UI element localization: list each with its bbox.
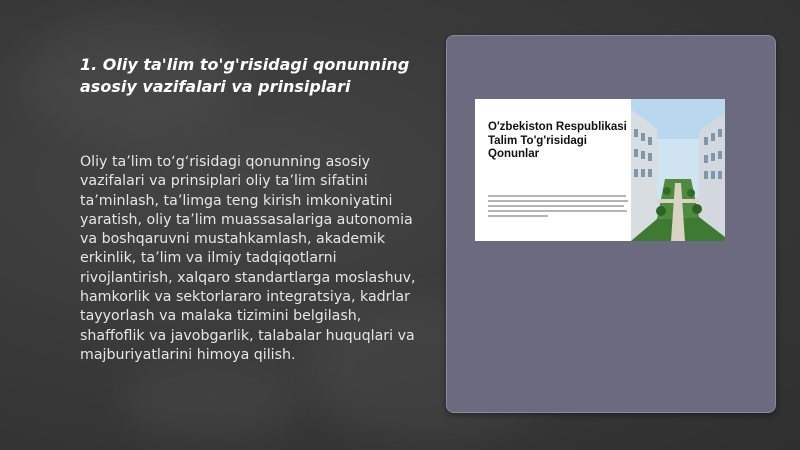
document-thumbnail[interactable] bbox=[475, 99, 725, 241]
thumbnail-title: O'zbekiston Respublikasi Talim To'g'risidagi Qonunlar bbox=[488, 121, 627, 160]
thumbnail-text-lines bbox=[488, 195, 628, 220]
campus-photo bbox=[631, 99, 725, 241]
slide-body-text: Oliy ta’lim to‘g‘risidagi qonunning asosiy vazifalari va prinsiplari oliy ta’lim sifatini ta’minlash, ta’limga teng kirish imkoniyatini yaratish, oliy ta’lim muassasalariga autonomia va boshqaruvni mustahkamlash, akademik erkinlik, ta’lim va ilmiy tadqiqotlarni rivojlantirish, xalqaro standartlarga moslashuv, hamkorlik va sektorlararo integratsiya, kadrlar tayyorlash va malaka tizimini belgilash, shaffoflik va javobgarlik, talabalar huquqlari va majburiyatlarini himoya qilish. bbox=[80, 154, 416, 363]
slide-title: 1. Oliy ta'lim to'g'risidagi qonunning asosiy vazifalari va prinsiplari bbox=[80, 55, 410, 96]
